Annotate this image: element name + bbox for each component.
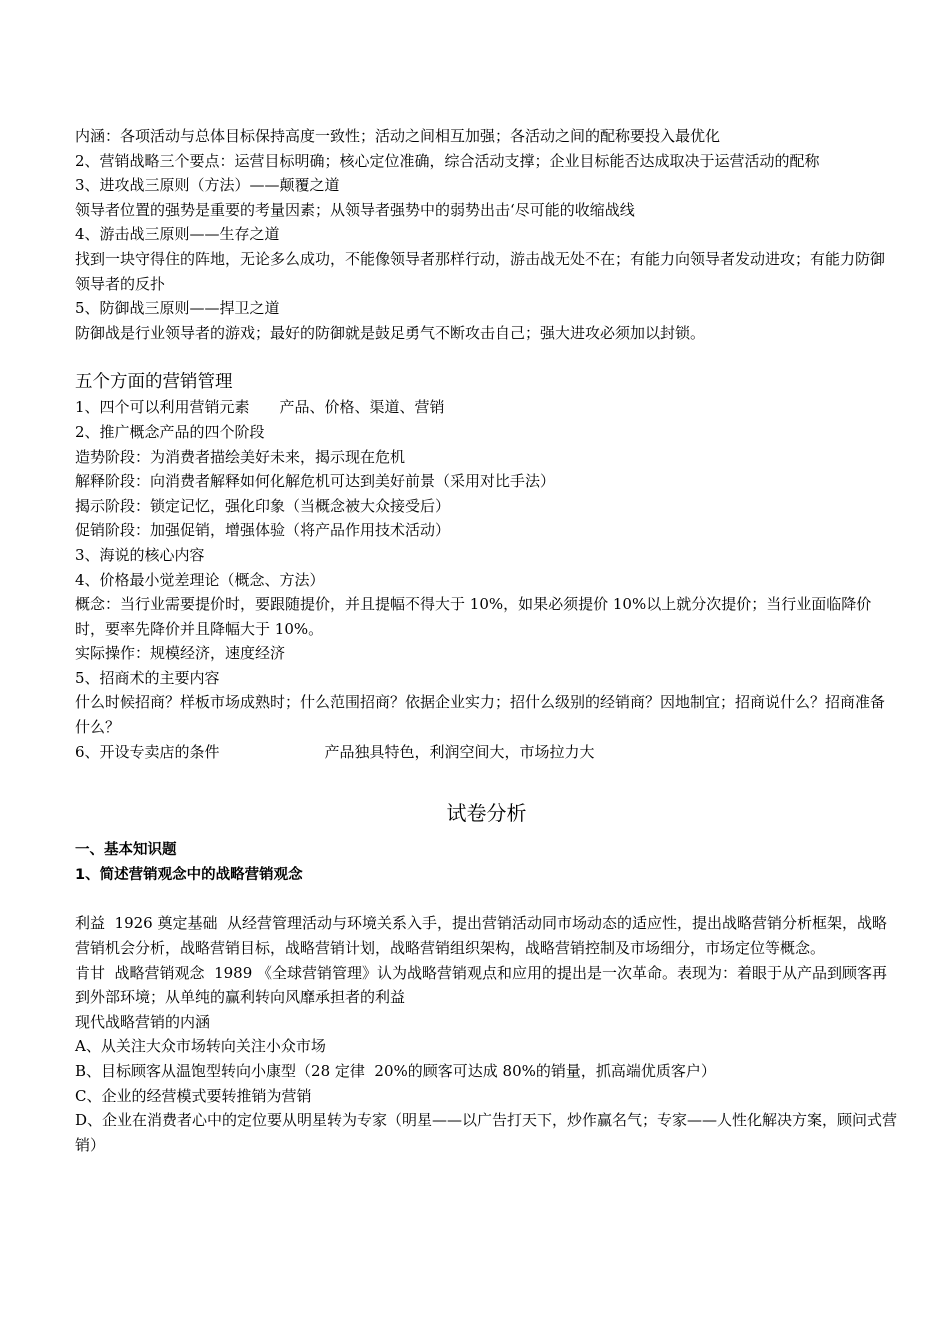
paragraph: 6、开设专卖店的条件 产品独具特色，利润空间大，市场拉力大	[75, 742, 595, 761]
paragraph: 解释阶段：向消费者解释如何化解危机可达到美好前景（采用对比手法）	[75, 472, 556, 491]
paragraph: 领导者位置的强势是重要的考量因素；从领导者强势中的弱势出击‘尽可能的收缩战线	[75, 200, 635, 219]
paragraph: 利益 1926 奠定基础 从经营管理活动与环境关系入手，提出营销活动同市场动态的适应性，提出战略营销分析框架，战略营销机会分析，战略营销目标，战略营销计划，战略营销组织架构，战略营销控制及市场细分，市场定位等概念。	[75, 914, 888, 958]
paragraph: 1、四个可以利用营销元素 产品、价格、渠道、营销	[75, 398, 445, 417]
blank-line	[75, 828, 898, 838]
section-title: 五个方面的营销管理	[75, 372, 233, 393]
paragraph: 什么时候招商？样板市场成熟时；什么范围招商？依据企业实力；招什么级别的经销商？因地制宜；招商说什么？招商准备什么？	[75, 693, 886, 737]
paragraph: D、企业在消费者心中的定位要从明星转为专家（明星——以广告打天下，炒作赢名气；专家——人性化解决方案，顾问式营销）	[75, 1111, 898, 1154]
paragraph: 4、价格最小觉差理论（概念、方法）	[75, 570, 325, 589]
paragraph: 造势阶段：为消费者描绘美好未来，揭示现在危机	[75, 447, 406, 466]
paragraph: 肯甘 战略营销观念 1989 《全球营销管理》认为战略营销观点和应用的提出是一次革命。表现为：着眼于从产品到顾客再到外部环境；从单纯的赢利转向风靡承担者的利益	[75, 963, 888, 1007]
paragraph: 2、推广概念产品的四个阶段	[75, 422, 265, 441]
paragraph: 2、营销战略三个要点：运营目标明确；核心定位准确，综合活动支撑；企业目标能否达成取决于运营活动的配称	[75, 151, 820, 170]
paragraph: 实际操作：规模经济，速度经济	[75, 644, 286, 663]
question-heading: 1、简述营销观念中的战略营销观念	[75, 866, 303, 883]
paragraph: C、企业的经营模式要转推销为营销	[75, 1086, 312, 1105]
blank-line	[75, 764, 898, 798]
paragraph: A、从关注大众市场转向关注小众市场	[75, 1037, 326, 1056]
paragraph: 5、防御战三原则——捍卫之道	[75, 299, 280, 318]
paragraph: 内涵：各项活动与总体目标保持高度一致性；活动之间相互加强；各活动之间的配称要投入最优化	[75, 127, 721, 145]
paragraph: 3、进攻战三原则（方法）——颠覆之道	[75, 176, 340, 195]
paragraph: B、目标顾客从温饱型转向小康型（28 定律 20%的顾客可达成 80%的销量，抓高端优质客户）	[75, 1062, 716, 1080]
paragraph: 防御战是行业领导者的游戏；最好的防御就是鼓足勇气不断攻击自己；强大进攻必须加以封锁。	[75, 323, 706, 342]
paragraph: 促销阶段：加强促销，增强体验（将产品作用技术活动）	[75, 521, 451, 540]
blank-line	[75, 345, 898, 369]
paragraph: 找到一块守得住的阵地，无论多么成功，不能像领导者那样行动，游击战无处不在；有能力向领导者发动进攻；有能力防御领导者的反扑	[75, 249, 886, 293]
paragraph: 现代战略营销的内涵	[75, 1012, 211, 1031]
document-content	[75, 124, 898, 1157]
exam-title: 试卷分析	[446, 801, 527, 826]
paragraph: 5、招商术的主要内容	[75, 668, 220, 687]
paragraph: 3、海说的核心内容	[75, 545, 205, 564]
blank-line	[75, 887, 898, 911]
paragraph: 揭示阶段：锁定记忆，强化印象（当概念被大众接受后）	[75, 496, 451, 515]
paragraph: 4、游击战三原则——生存之道	[75, 225, 280, 244]
paragraph: 概念：当行业需要提价时，要跟随提价，并且提幅不得大于 10%，如果必须提价 10%以上就分次提价；当行业面临降价时，要率先降价并且降幅大于 10%。	[75, 595, 872, 638]
part-heading: 一、基本知识题	[75, 842, 177, 859]
